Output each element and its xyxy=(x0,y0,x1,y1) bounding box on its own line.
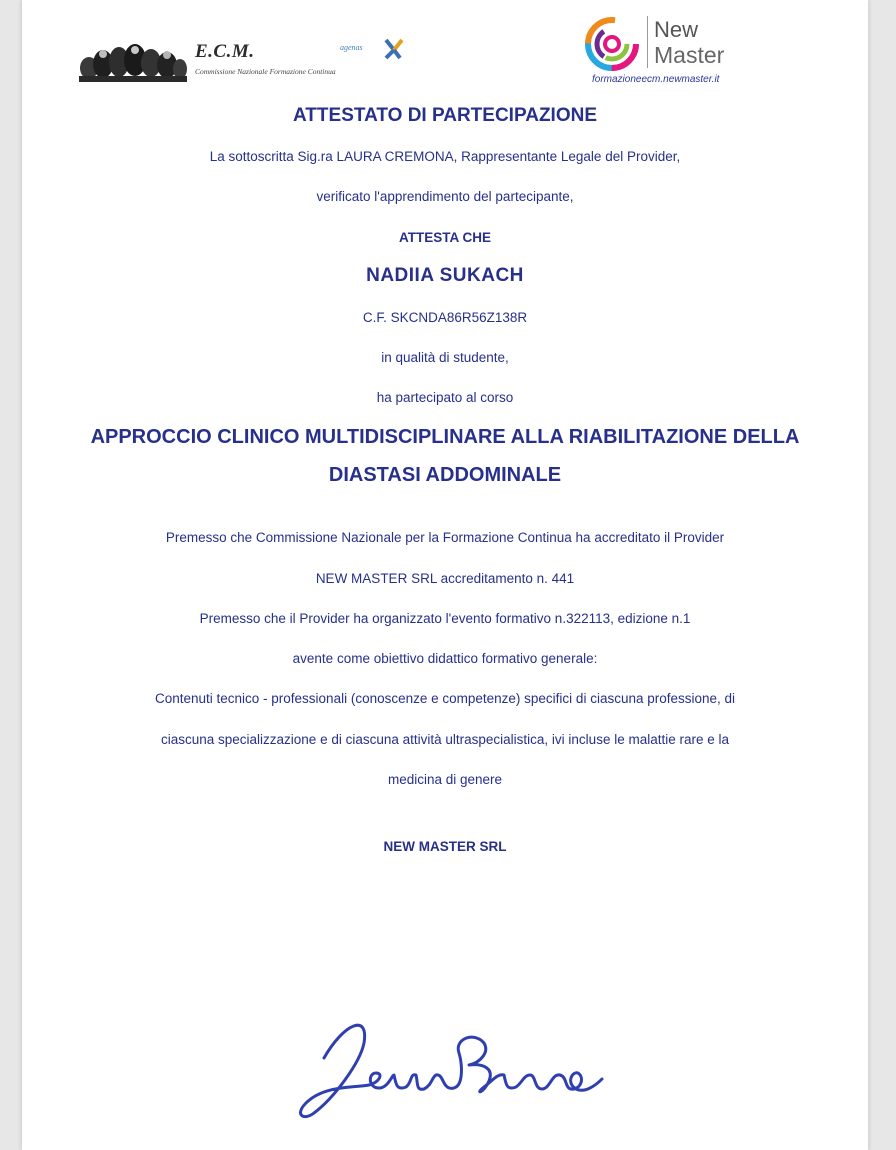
certificate-page xyxy=(22,0,868,1150)
participant-role: in qualità di studente, xyxy=(381,350,509,365)
course-title-line-2: DIASTASI ADDOMINALE xyxy=(328,464,562,486)
attests-label: ATTESTA CHE xyxy=(399,230,491,245)
premise-1-line-1: Premesso che Commissione Nazionale per la Formazione Continua ha accreditato il Provider xyxy=(165,530,725,545)
agenas-logo-icon xyxy=(384,38,404,60)
fiscal-code: C.F. SKCNDA86R56Z138R xyxy=(362,310,528,325)
intro-line-2: verificato l'apprendimento del partecipante, xyxy=(316,189,574,204)
premise-1-line-2: NEW MASTER SRL accreditamento n. 441 xyxy=(315,571,575,586)
course-title-line-1: APPROCCIO CLINICO MULTIDISCIPLINARE ALLA RIABILITAZIONE DELLA xyxy=(90,426,800,448)
new-master-logo-line2: Master xyxy=(654,42,725,68)
new-master-logo-icon xyxy=(584,14,640,74)
new-master-logo-divider xyxy=(647,16,648,68)
objective-line-1: Contenuti tecnico - professionali (conoscenze e competenze) specifici di ciascuna professione, di xyxy=(154,691,736,706)
premise-2-line-2: avente come obiettivo didattico formativo generale: xyxy=(292,651,598,666)
legal-representative-signature xyxy=(284,1003,614,1128)
objective-line-3: medicina di genere xyxy=(387,772,503,787)
ecm-logo-photo xyxy=(79,42,187,82)
new-master-url: formazioneecm.newmaster.it xyxy=(592,74,720,85)
certificate-title: ATTESTATO DI PARTECIPAZIONE xyxy=(293,105,597,126)
provider-name: NEW MASTER SRL xyxy=(383,839,507,854)
ecm-logo-title: E.C.M. xyxy=(195,41,255,62)
intro-line-1: La sottoscritta Sig.ra LAURA CREMONA, Rappresentante Legale del Provider, xyxy=(209,149,681,164)
objective-line-2: ciascuna specializzazione e di ciascuna attività ultraspecialistica, ivi incluse le malattie rare e la xyxy=(160,732,730,747)
certificate-header xyxy=(22,0,868,100)
premise-2-line-1: Premesso che il Provider ha organizzato l'evento formativo n.322113, edizione n.1 xyxy=(199,611,691,626)
participated-label: ha partecipato al corso xyxy=(376,390,514,405)
ecm-logo-subtitle: Commissione Nazionale Formazione Continua xyxy=(195,67,336,76)
new-master-logo-line1: New xyxy=(654,17,699,42)
participant-name: NADIIA SUKACH xyxy=(366,265,524,286)
agenas-logo-text: agenas xyxy=(340,43,363,52)
